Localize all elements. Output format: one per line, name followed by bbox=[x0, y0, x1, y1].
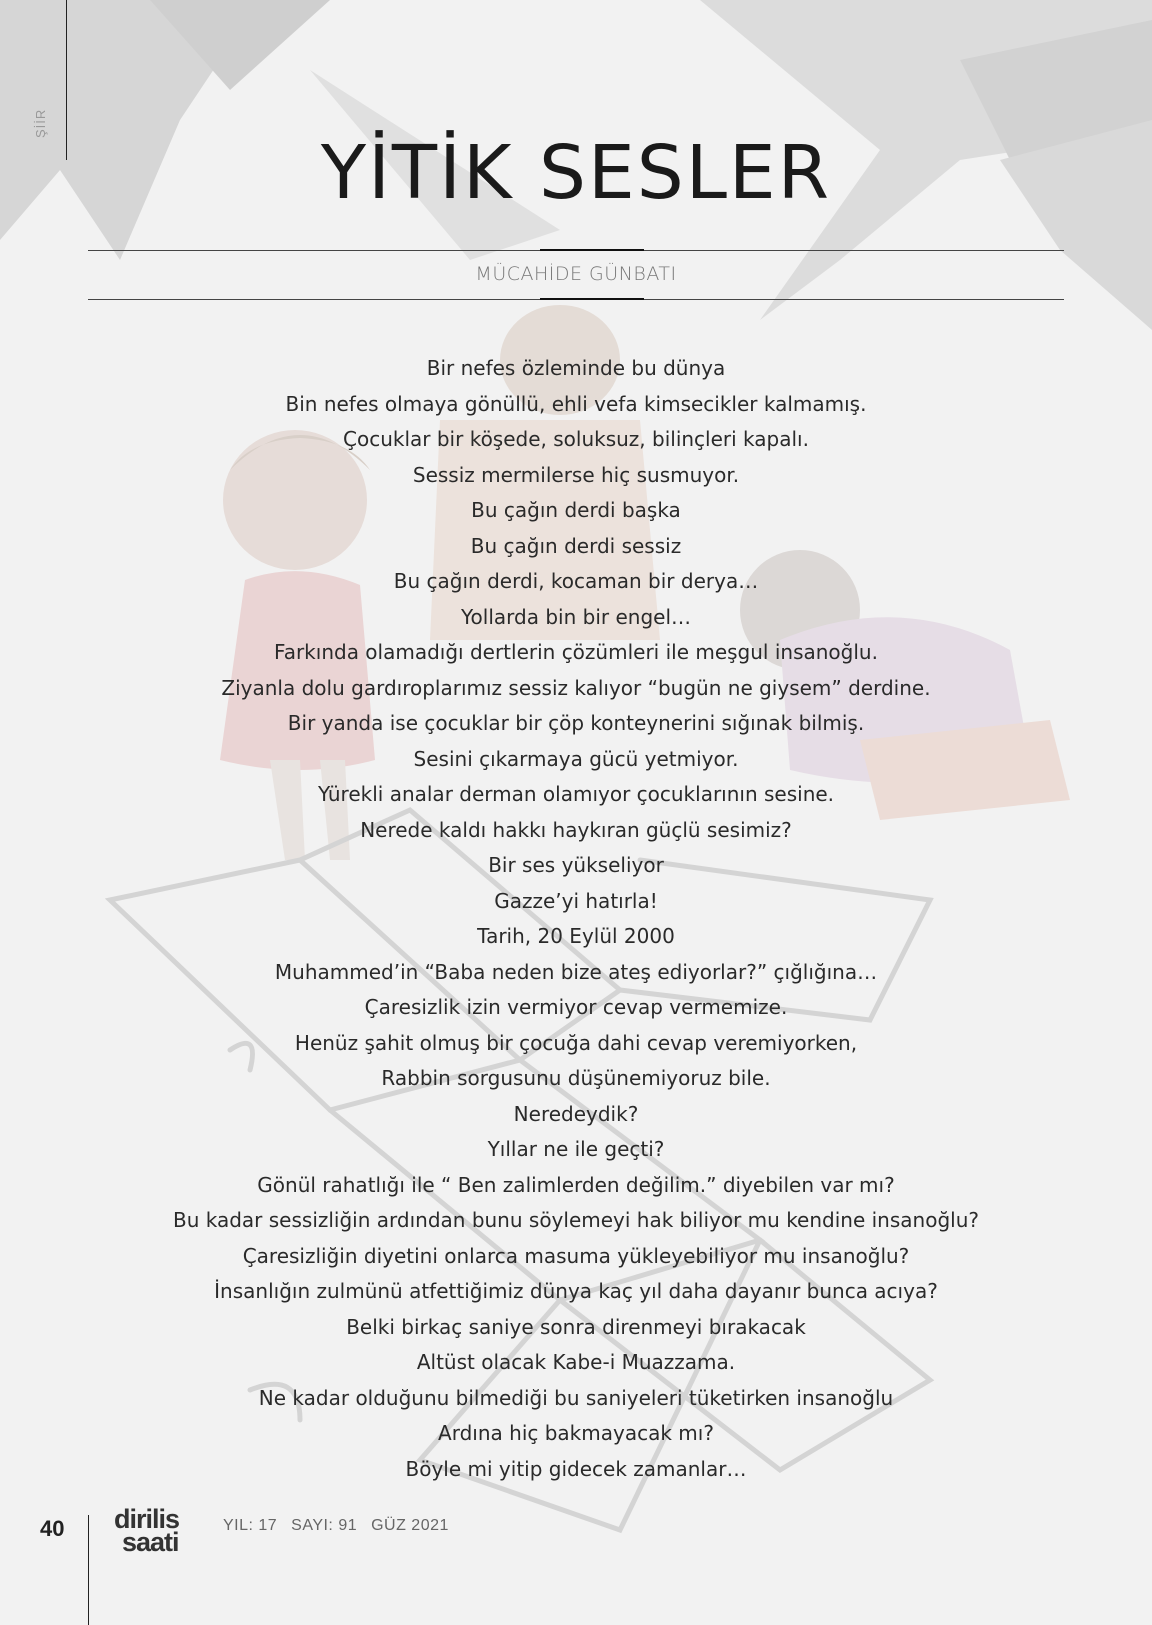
poem-line: Rabbin sorgusunu düşünemiyoruz bile. bbox=[381, 1066, 771, 1090]
poem-line: Ne kadar olduğunu bilmediği bu saniyeleri tüketirken insanoğlu bbox=[258, 1385, 894, 1410]
poem-line: Böyle mi yitip gidecek zamanlar… bbox=[405, 1456, 747, 1481]
author-name: MÜCAHİDE GÜNBATI bbox=[475, 263, 677, 285]
poem-line: Gönül rahatlığı ile “ Ben zalimlerden değilim.” diyebilen var mı? bbox=[257, 1172, 895, 1197]
poem-line: Muhammed’in “Baba neden bize ateş ediyorlar?” çığlığına… bbox=[274, 959, 878, 984]
poem-line: Belki birkaç saniye sonra direnmeyi bırakacak bbox=[346, 1314, 806, 1339]
magazine-logo bbox=[114, 1504, 180, 1557]
poem-line: Yıllar ne ile geçti? bbox=[487, 1137, 665, 1161]
poem-line: Yürekli analar derman olamıyor çocuklarının sesine. bbox=[317, 782, 835, 806]
poem-line: Çaresizlik izin vermiyor cevap vermemize. bbox=[364, 995, 788, 1019]
poem-line: Sesini çıkarmaya gücü yetmiyor. bbox=[413, 746, 739, 771]
issue-number: SAYI: 91 bbox=[291, 1517, 358, 1534]
logo-line-2: saati bbox=[122, 1527, 179, 1557]
poem-line: Bir ses yükseliyor bbox=[488, 853, 664, 877]
poem-line: Çaresizliğin diyetini onlarca masuma yükleyebiliyor mu insanoğlu? bbox=[242, 1243, 910, 1268]
poem-line: Bir nefes özleminde bu dünya bbox=[426, 356, 726, 380]
page-number: 40 bbox=[40, 1516, 65, 1541]
issue-year: YIL: 17 bbox=[223, 1517, 278, 1534]
poem-line: Çocuklar bir köşede, soluksuz, bilinçleri kapalı. bbox=[343, 427, 809, 451]
poem-line: Gazze’yi hatırla! bbox=[494, 888, 658, 913]
poem-line: Bin nefes olmaya gönüllü, ehli vefa kimsecikler kalmamış. bbox=[285, 391, 867, 416]
title-rule-top-accent bbox=[540, 249, 644, 251]
poem-line: Farkında olamadığı dertlerin çözümleri ile meşgul insanoğlu. bbox=[274, 640, 878, 664]
poem-line: Henüz şahit olmuş bir çocuğa dahi cevap veremiyorken, bbox=[294, 1030, 858, 1055]
poem-line: Bu çağın derdi başka bbox=[471, 498, 681, 522]
section-label: ŞİİR bbox=[33, 108, 48, 138]
title-rule-bottom-accent bbox=[540, 298, 644, 300]
poem-line: Bu kadar sessizliğin ardından bunu söylemeyi hak biliyor mu kendine insanoğlu? bbox=[172, 1208, 979, 1232]
footer-divider-line bbox=[88, 1515, 89, 1625]
poem-line: Ziyanla dolu gardıroplarımız sessiz kalıyor “bugün ne giysem” derdine. bbox=[221, 675, 931, 700]
poem-body bbox=[120, 351, 1032, 1487]
poem-line: Altüst olacak Kabe-i Muazzama. bbox=[416, 1350, 736, 1374]
logo-line-1: dirilis bbox=[114, 1504, 180, 1534]
issue-info bbox=[223, 1517, 458, 1535]
issue-season: GÜZ 2021 bbox=[371, 1517, 449, 1534]
poem-line: Sessiz mermilerse hiç susmuyor. bbox=[412, 462, 740, 487]
article-title: YİTİK SESLER bbox=[320, 130, 832, 216]
poem-line: Bu çağın derdi, kocaman bir derya… bbox=[393, 569, 759, 593]
poem-line: Ardına hiç bakmayacak mı? bbox=[438, 1421, 714, 1445]
poem-line: Neredeydik? bbox=[513, 1101, 639, 1126]
poem-line: İnsanlığın zulmünü atfettiğimiz dünya kaç yıl daha dayanır bunca acıya? bbox=[214, 1279, 938, 1303]
poem-line: Yollarda bin bir engel… bbox=[461, 604, 691, 629]
poem-line: Bu çağın derdi sessiz bbox=[470, 533, 682, 558]
poem-line: Tarih, 20 Eylül 2000 bbox=[477, 924, 675, 948]
poem-line: Nerede kaldı hakkı haykıran güçlü sesimiz? bbox=[360, 817, 792, 842]
poem-line: Bir yanda ise çocuklar bir çöp konteynerini sığınak bilmiş. bbox=[287, 711, 865, 735]
